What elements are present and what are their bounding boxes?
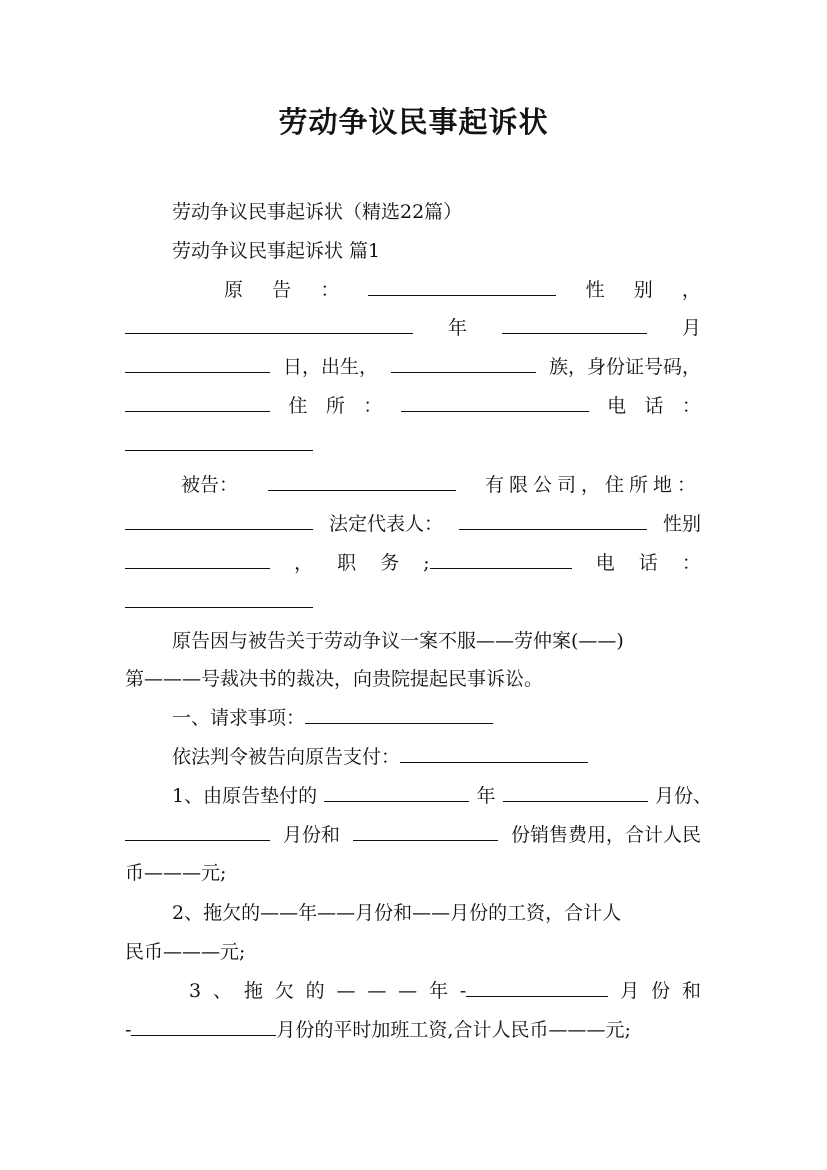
item3-hyphen-blank — [460, 976, 608, 1006]
defendant-comma: ， — [294, 552, 314, 574]
legal-rep-blank — [459, 510, 647, 530]
defendant-line-3 — [125, 548, 701, 578]
phone-label-2: 话 — [644, 395, 664, 417]
item3-num: 3 — [189, 980, 202, 1002]
gender-label-1: 性 — [585, 279, 605, 301]
item3-line-1 — [189, 976, 701, 1006]
defendant-phone-blank — [125, 588, 313, 608]
position-blank — [430, 549, 572, 569]
address-blank — [401, 392, 589, 412]
reason-line-2: 第———号裁决书的裁决，向贵院提起民事诉讼。 — [125, 668, 544, 690]
plaintiff-line-3 — [125, 352, 701, 382]
document-subtitle: 劳动争议民事起诉状（精选22篇） — [172, 201, 463, 223]
defendant-name-blank — [268, 471, 456, 491]
item1-text-e: 份销售费用，合计人民 — [510, 824, 701, 846]
semicolon-text: ; — [423, 552, 430, 574]
defendant-line-4 — [125, 587, 701, 617]
item3-sep: 、 — [212, 980, 232, 1002]
item3-month-blank — [466, 977, 608, 997]
item3-w2: 欠 — [274, 980, 294, 1002]
position-label-2: 务 — [380, 552, 400, 574]
phone-label-1: 电 — [607, 395, 627, 417]
item3-he: 和 — [681, 980, 701, 1002]
section-heading: 劳动争议民事起诉状 篇1 — [172, 240, 381, 262]
item3-month: 月 — [620, 980, 640, 1002]
defendant-phone-label-1: 电 — [595, 552, 615, 574]
gender-comma: ， — [681, 279, 701, 301]
legal-rep-label: 法定代表人： — [328, 513, 443, 535]
item2-line-1: 2、拖欠的——年——月份和——月份的工资，合计人 — [172, 902, 622, 924]
defendant-phone-colon: ： — [681, 552, 701, 574]
item1-line-2 — [125, 820, 701, 850]
gender-label-2: 别 — [633, 279, 653, 301]
claims-heading-line — [172, 703, 712, 733]
month-blank — [125, 353, 270, 373]
claims-blank — [305, 704, 493, 724]
item3-line-2 — [125, 1015, 701, 1045]
defendant-line-1 — [181, 470, 701, 500]
item2-line-2: 民币———元; — [125, 941, 246, 963]
item1-text-a: 1、由原告垫付的 — [172, 785, 318, 807]
item1-month-blank — [503, 782, 648, 802]
item1-line-3: 币———元; — [125, 862, 227, 884]
document-title: 劳动争议民事起诉状 — [278, 105, 549, 139]
defendant-gender-label: 性别 — [662, 513, 701, 535]
ethnicity-id-text: 族，身份证号码， — [548, 356, 701, 378]
plaintiff-line-4 — [125, 391, 701, 421]
defendant-line-2 — [125, 509, 701, 539]
item1-month3-blank — [353, 821, 498, 841]
item3-w3: 的 — [305, 980, 325, 1002]
address-label-2: 所 — [325, 395, 345, 417]
item3-text-end: 月份的平时加班工资,合计人民币———元; — [276, 1019, 631, 1041]
plaintiff-label-1: 原 — [224, 279, 244, 301]
item1-year-blank — [324, 782, 469, 802]
address-label-1: 住 — [288, 395, 308, 417]
phone-colon: ： — [681, 395, 701, 417]
item1-month2-blank — [125, 821, 270, 841]
plaintiff-line-2 — [125, 313, 701, 343]
item3-month2-blank — [131, 1016, 276, 1036]
plaintiff-line-1 — [224, 275, 701, 305]
defendant-gender-blank — [125, 549, 270, 569]
company-address-text: 有限公司，住所地： — [484, 474, 701, 496]
item1-text-b: 年 — [476, 785, 496, 807]
plaintiff-colon: ： — [320, 279, 340, 301]
order-text: 依法判令被告向原告支付： — [172, 746, 401, 768]
item1-text-d: 月份和 — [282, 824, 340, 846]
item3-year: 年 — [429, 980, 449, 1002]
year-label: 年 — [447, 317, 467, 339]
item3-dash2: — — [367, 980, 387, 1002]
reason-line-1: 原告因与被告关于劳动争议一案不服——劳仲案(——) — [172, 630, 624, 652]
plaintiff-name-blank — [368, 276, 556, 296]
order-blank — [400, 743, 588, 763]
id-number-blank — [125, 392, 270, 412]
phone-blank — [125, 431, 313, 451]
defendant-phone-label-2: 话 — [638, 552, 658, 574]
ethnicity-blank — [391, 353, 536, 373]
position-semicolon — [423, 548, 571, 578]
gender-blank — [125, 314, 413, 334]
month-label: 月 — [681, 317, 701, 339]
plaintiff-line-5 — [125, 430, 701, 460]
day-birth-text: 日，出生， — [282, 356, 378, 378]
item3-w1: 拖 — [243, 980, 263, 1002]
item1-line-1 — [172, 781, 712, 811]
item3-hyphen: - — [459, 980, 467, 1002]
address-colon: ： — [363, 395, 383, 417]
year-blank — [502, 314, 647, 334]
item3-dash3: — — [398, 980, 418, 1002]
position-label-1: 职 — [337, 552, 357, 574]
claims-heading: 一、请求事项： — [172, 707, 306, 729]
order-line — [172, 742, 712, 772]
item3-hyphen-2: - — [125, 1019, 132, 1041]
company-address-blank — [125, 510, 313, 530]
item3-dash1: — — [336, 980, 356, 1002]
defendant-label: 被告： — [181, 474, 239, 496]
plaintiff-label-2: 告 — [272, 279, 292, 301]
item1-text-c: 月份、 — [654, 785, 712, 807]
item3-fen: 份 — [651, 980, 671, 1002]
